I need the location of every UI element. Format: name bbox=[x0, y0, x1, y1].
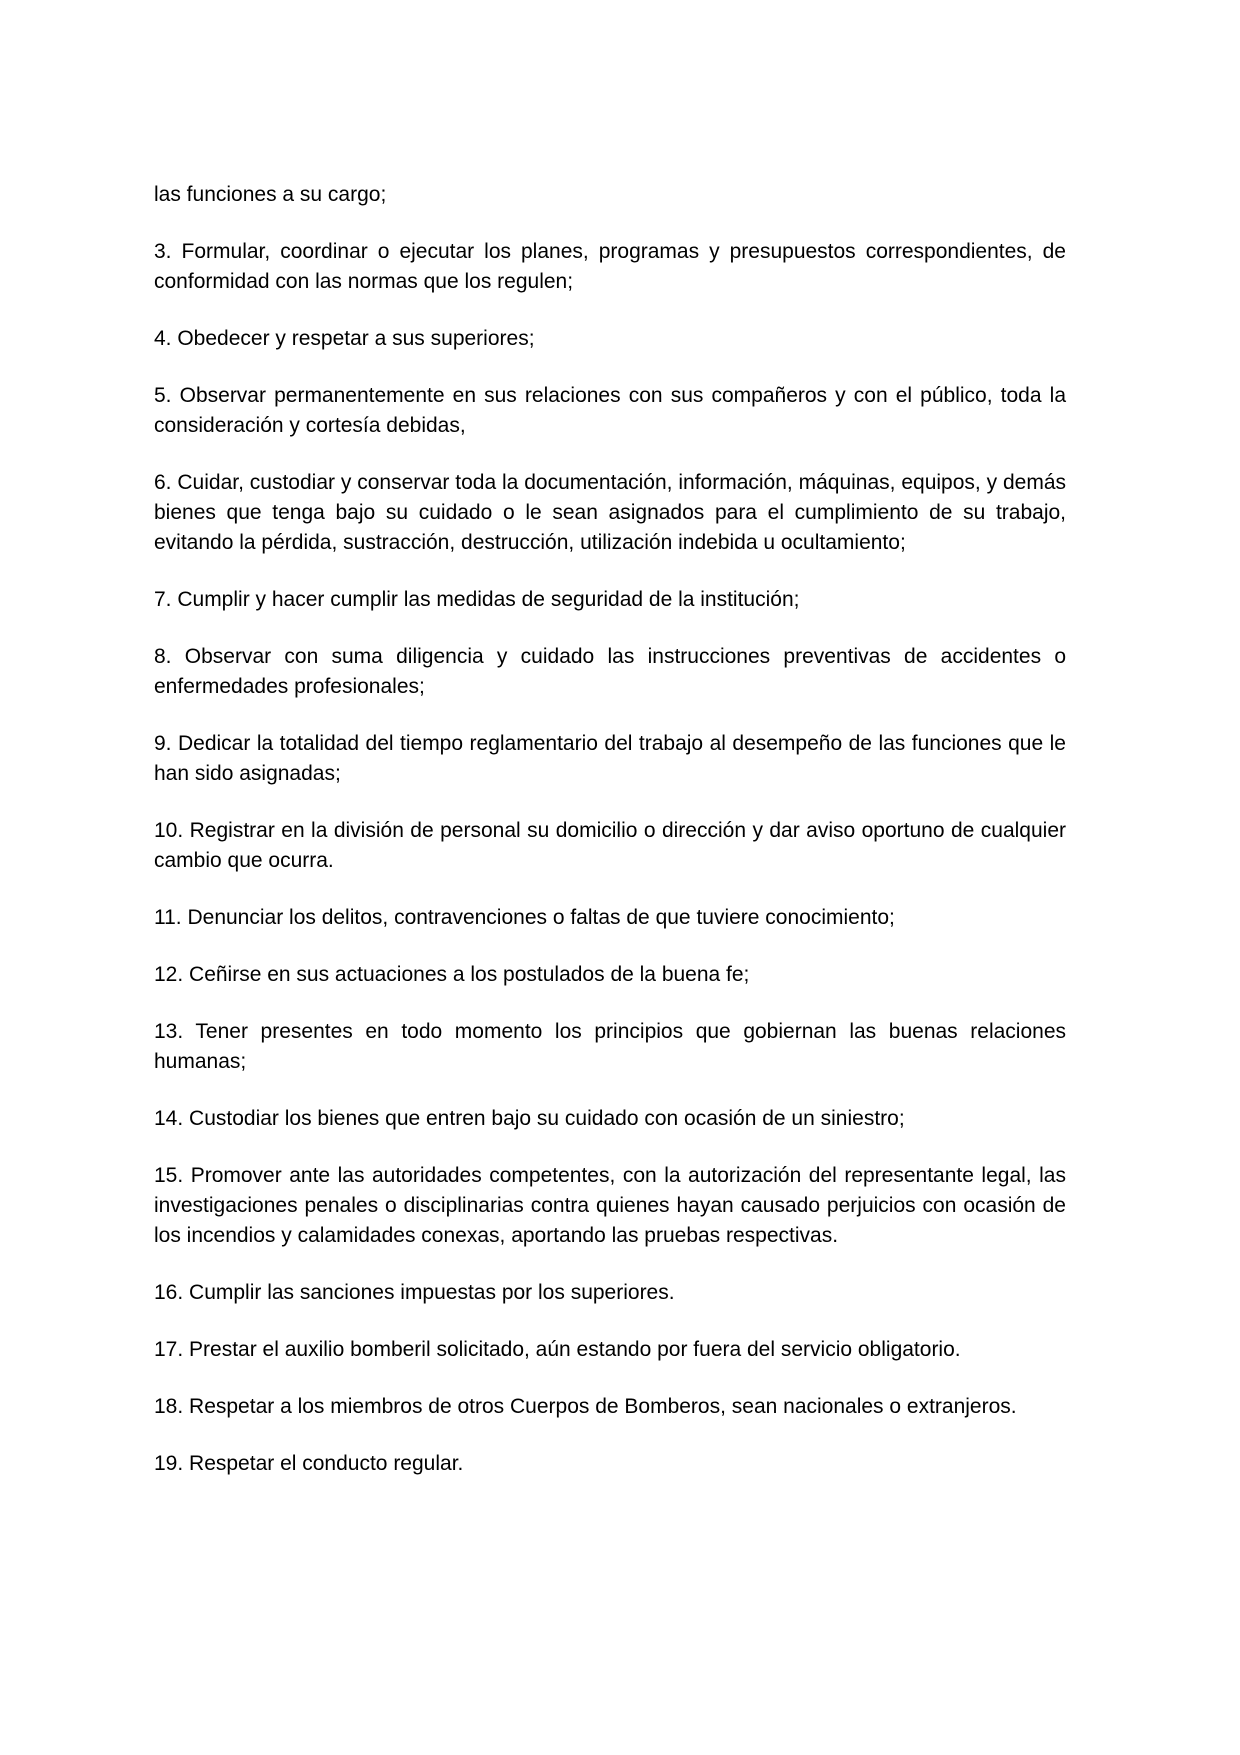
paragraph: 10. Registrar en la división de personal su domicilio o dirección y dar aviso oportuno de cualquier cambio que ocurra. bbox=[154, 819, 1066, 872]
paragraph: 3. Formular, coordinar o ejecutar los planes, programas y presupuestos correspondientes, de conformidad con las normas que los regulen; bbox=[154, 240, 1066, 293]
paragraph: 9. Dedicar la totalidad del tiempo reglamentario del trabajo al desempeño de las funciones que le han sido asignadas; bbox=[154, 732, 1066, 785]
paragraph: 6. Cuidar, custodiar y conservar toda la documentación, información, máquinas, equipos, y demás bienes que tenga bajo su cuidado o le sean asignados para el cumplimiento de su trabajo, evitando la pérdida, sustracción, destrucción, utilización indebida u ocultamiento; bbox=[154, 471, 1066, 554]
paragraph: 13. Tener presentes en todo momento los principios que gobiernan las buenas relaciones humanas; bbox=[154, 1020, 1066, 1073]
paragraph: 15. Promover ante las autoridades competentes, con la autorización del representante legal, las investigaciones penales o disciplinarias contra quienes hayan causado perjuicios con ocasión de los incendios y calamidades conexas, aportando las pruebas respectivas. bbox=[154, 1164, 1066, 1247]
paragraph: 7. Cumplir y hacer cumplir las medidas de seguridad de la institución; bbox=[154, 588, 800, 611]
paragraph: las funciones a su cargo; bbox=[154, 183, 387, 206]
paragraph: 19. Respetar el conducto regular. bbox=[154, 1452, 464, 1475]
paragraph: 14. Custodiar los bienes que entren bajo su cuidado con ocasión de un siniestro; bbox=[154, 1107, 905, 1130]
paragraph: 8. Observar con suma diligencia y cuidado las instrucciones preventivas de accidentes o enfermedades profesionales; bbox=[154, 645, 1066, 698]
paragraph: 16. Cumplir las sanciones impuestas por los superiores. bbox=[154, 1281, 675, 1304]
paragraph: 4. Obedecer y respetar a sus superiores; bbox=[154, 327, 535, 350]
paragraph: 17. Prestar el auxilio bomberil solicitado, aún estando por fuera del servicio obligatorio. bbox=[154, 1338, 961, 1361]
paragraph: 5. Observar permanentemente en sus relaciones con sus compañeros y con el público, toda la consideración y cortesía debidas, bbox=[154, 384, 1066, 437]
document-body bbox=[154, 180, 1066, 1506]
paragraph: 18. Respetar a los miembros de otros Cuerpos de Bomberos, sean nacionales o extranjeros. bbox=[154, 1395, 1017, 1418]
paragraph: 11. Denunciar los delitos, contravenciones o faltas de que tuviere conocimiento; bbox=[154, 906, 895, 929]
paragraph: 12. Ceñirse en sus actuaciones a los postulados de la buena fe; bbox=[154, 963, 750, 986]
